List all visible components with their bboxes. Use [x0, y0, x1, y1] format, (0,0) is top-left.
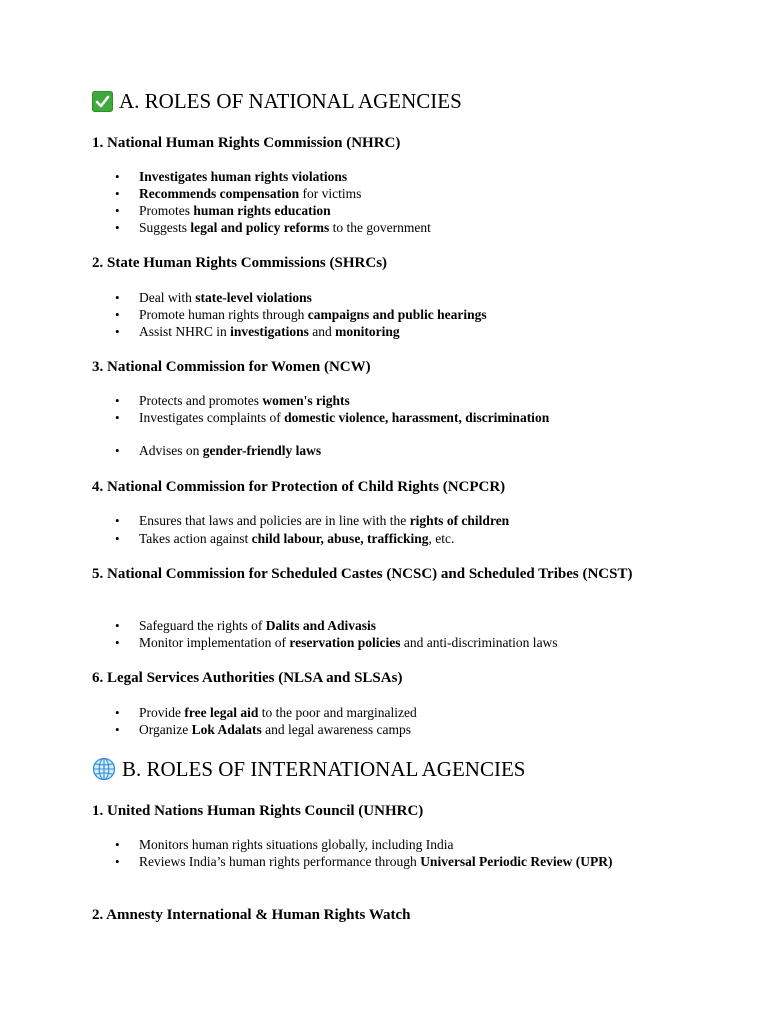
- list-item: • Ensures that laws and policies are in line with the rights of children: [115, 513, 510, 528]
- agency-heading-nhrc: 1. National Human Rights Commission (NHRC): [92, 135, 401, 151]
- list-item: • Advises on gender-friendly laws: [115, 443, 322, 458]
- list-item: • Reviews India’s human rights performance through Universal Periodic Review (UPR): [115, 854, 613, 869]
- text: and: [308, 324, 336, 339]
- agency-heading-legal-services: 6. Legal Services Authorities (NLSA and SLSAs): [92, 670, 403, 686]
- text: Advises on: [139, 443, 203, 458]
- bold-text: state-level violations: [195, 290, 312, 305]
- text: Assist NHRC in: [139, 324, 231, 339]
- bold-text: free legal aid: [184, 705, 259, 720]
- text: Protects and promotes: [139, 393, 263, 408]
- text: Promotes: [139, 203, 194, 218]
- text: Promote human rights through: [139, 307, 308, 322]
- agency-heading-ncw: 3. National Commission for Women (NCW): [92, 359, 371, 375]
- bold-text: legal and policy reforms: [190, 220, 330, 235]
- agency-heading-shrc: 2. State Human Rights Commissions (SHRCs): [92, 255, 388, 271]
- check-mark-icon: [92, 91, 113, 112]
- list-item: • Monitors human rights situations globally, including India: [115, 837, 454, 852]
- text: to the poor and marginalized: [258, 705, 417, 720]
- list-item: • Recommends compensation for victims: [115, 186, 362, 201]
- text: for victims: [299, 186, 362, 201]
- bold-text: monitoring: [335, 324, 400, 339]
- list-item: • Organize Lok Adalats and legal awareness camps: [115, 722, 411, 737]
- list-item: • Investigates human rights violations: [115, 169, 348, 184]
- globe-icon: [92, 757, 116, 781]
- list-item: • Takes action against child labour, abuse, trafficking, etc.: [115, 531, 455, 546]
- text: Suggests: [139, 220, 191, 235]
- list-item: • Investigates complaints of domestic violence, harassment, discrimination: [115, 410, 550, 425]
- text: Safeguard the rights of: [139, 618, 266, 633]
- text: Ensures that laws and policies are in line with the: [139, 513, 410, 528]
- section-b-heading: [92, 756, 525, 782]
- list-item: • Promotes human rights education: [115, 203, 331, 218]
- bold-text: rights of children: [409, 513, 510, 528]
- list-item: • Provide free legal aid to the poor and marginalized: [115, 705, 417, 720]
- text: Reviews India’s human rights performance through: [139, 854, 421, 869]
- bold-text: child labour, abuse, trafficking: [251, 531, 429, 546]
- section-b-title: B. ROLES OF INTERNATIONAL AGENCIES: [122, 757, 526, 781]
- text: , etc.: [428, 531, 455, 546]
- text: Investigates complaints of: [139, 410, 285, 425]
- list-item: • Promote human rights through campaigns and public hearings: [115, 307, 487, 322]
- text: and anti-discrimination laws: [400, 635, 558, 650]
- agency-heading-ncsc-ncst: 5. National Commission for Scheduled Castes (NCSC) and Scheduled Tribes (NCST): [92, 566, 633, 582]
- list-item: • Suggests legal and policy reforms to the government: [115, 220, 431, 235]
- bold-text: campaigns and public hearings: [307, 307, 487, 322]
- bold-text: women's rights: [262, 393, 350, 408]
- list-item: • Assist NHRC in investigations and monitoring: [115, 324, 400, 339]
- text: and legal awareness camps: [261, 722, 411, 737]
- bold-text: reservation policies: [289, 635, 401, 650]
- list-item: • Deal with state-level violations: [115, 290, 312, 305]
- text: Takes action against: [139, 531, 252, 546]
- bold-text: Universal Periodic Review (UPR): [420, 854, 613, 869]
- list-item: • Monitor implementation of reservation policies and anti-discrimination laws: [115, 635, 558, 650]
- bold-text: Investigates human rights violations: [139, 169, 348, 184]
- text: Provide: [139, 705, 185, 720]
- bold-text: investigations: [230, 324, 309, 339]
- bold-text: Lok Adalats: [191, 722, 262, 737]
- text: Monitor implementation of: [139, 635, 290, 650]
- agency-heading-ncpcr: 4. National Commission for Protection of Child Rights (NCPCR): [92, 479, 506, 495]
- bold-text: gender-friendly laws: [202, 443, 322, 458]
- list-item: • Safeguard the rights of Dalits and Adivasis: [115, 618, 377, 633]
- bold-text: human rights education: [193, 203, 331, 218]
- text: Deal with: [139, 290, 196, 305]
- bold-text: Recommends compensation: [139, 186, 300, 201]
- section-a-title: A. ROLES OF NATIONAL AGENCIES: [119, 89, 462, 113]
- text: to the government: [329, 220, 431, 235]
- section-a-heading: [92, 88, 462, 114]
- text: Monitors human rights situations globally, including India: [139, 837, 454, 852]
- agency-heading-amnesty-hrw: 2. Amnesty International & Human Rights Watch: [92, 907, 411, 923]
- bold-text: domestic violence, harassment, discrimination: [284, 410, 550, 425]
- bold-text: Dalits and Adivasis: [265, 618, 377, 633]
- list-item: • Protects and promotes women's rights: [115, 393, 350, 408]
- text: Organize: [139, 722, 192, 737]
- agency-heading-unhrc: 1. United Nations Human Rights Council (UNHRC): [92, 803, 424, 819]
